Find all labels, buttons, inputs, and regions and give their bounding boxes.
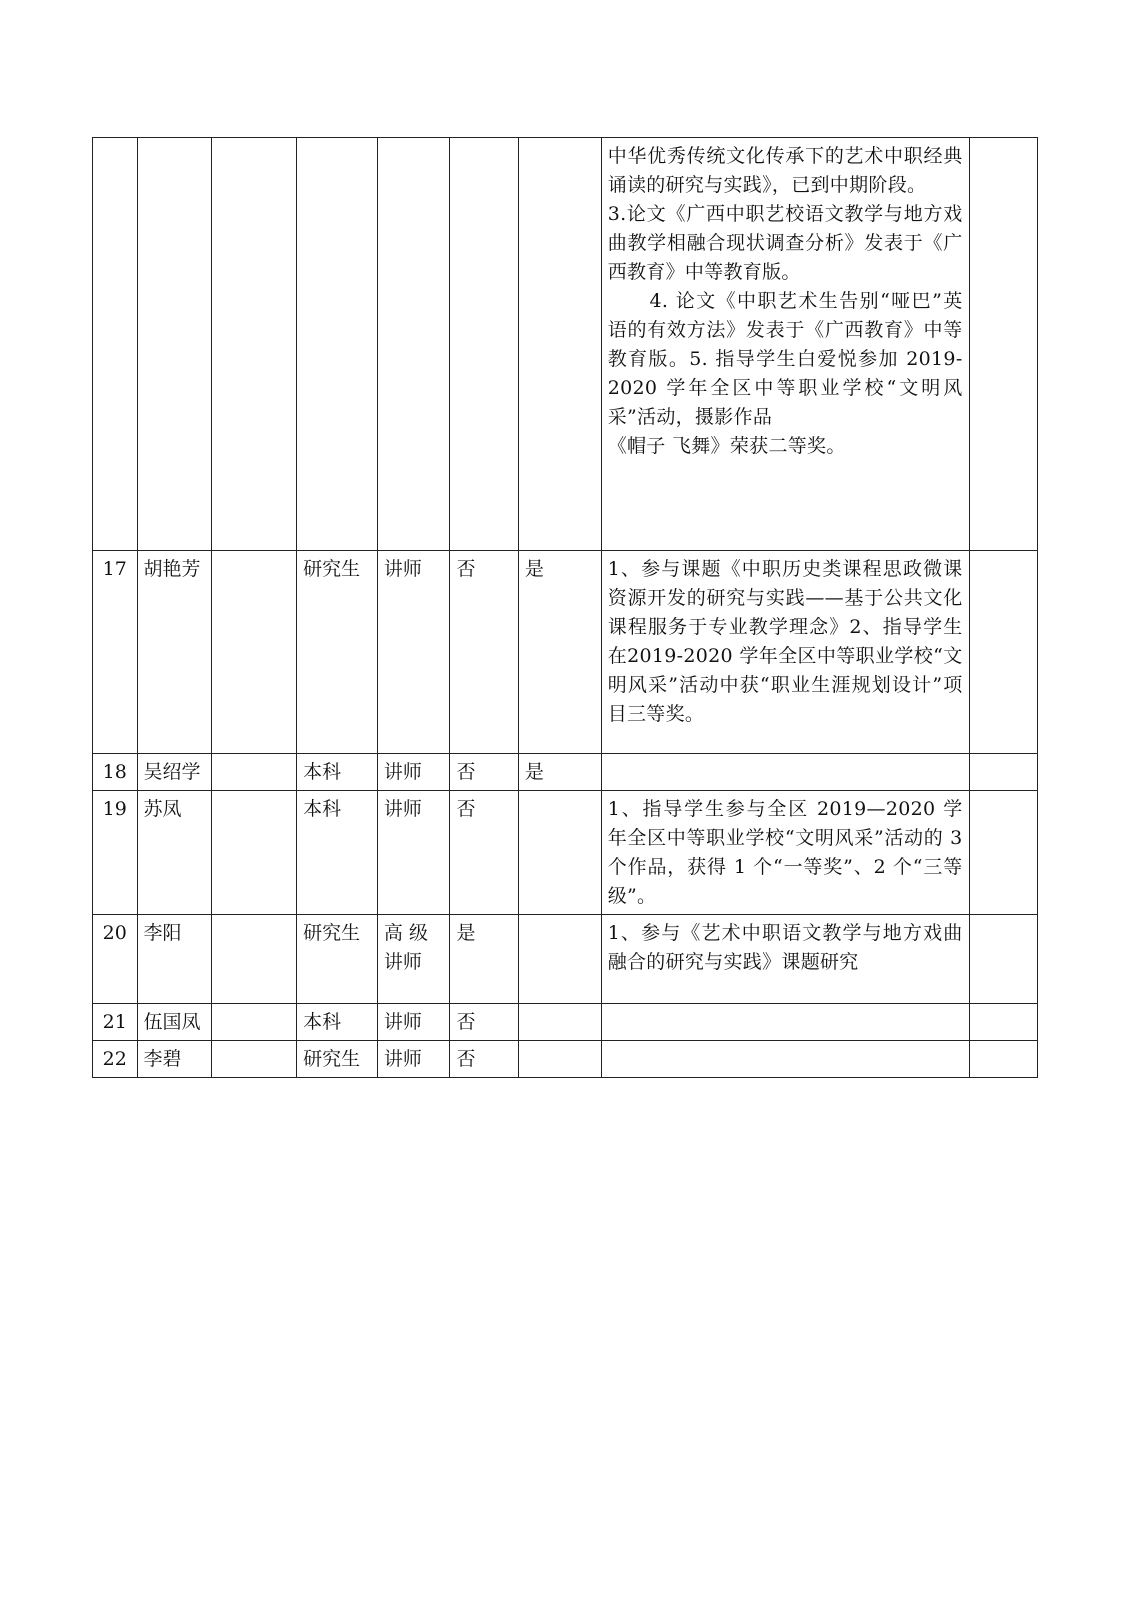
table-row — [93, 1004, 1038, 1041]
cell-no: 22 — [93, 1041, 138, 1078]
cell-col9 — [969, 1041, 1037, 1078]
cell-achievement — [601, 1004, 969, 1041]
cell-col9 — [969, 138, 1037, 551]
cell-col3 — [212, 1004, 297, 1041]
staff-table — [92, 137, 1038, 1078]
cell-col3 — [212, 1041, 297, 1078]
cell-title: 高 级讲师 — [377, 915, 450, 1004]
table-row — [93, 551, 1038, 754]
cell-name: 吴绍学 — [137, 754, 212, 791]
cell-col3 — [212, 754, 297, 791]
cell-col6: 是 — [450, 915, 518, 1004]
cell-col7 — [518, 138, 601, 551]
cell-col6: 否 — [450, 1041, 518, 1078]
cell-title: 讲师 — [377, 1041, 450, 1078]
cell-title: 讲师 — [377, 1004, 450, 1041]
cell-col6: 否 — [450, 551, 518, 754]
cell-col6 — [450, 138, 518, 551]
cell-col6: 否 — [450, 754, 518, 791]
cell-degree: 研究生 — [297, 1041, 378, 1078]
cell-col9 — [969, 915, 1037, 1004]
cell-degree: 研究生 — [297, 915, 378, 1004]
cell-title: 讲师 — [377, 551, 450, 754]
cell-no: 21 — [93, 1004, 138, 1041]
cell-degree: 本科 — [297, 1004, 378, 1041]
cell-col9 — [969, 551, 1037, 754]
cell-name: 伍国凤 — [137, 1004, 212, 1041]
cell-degree: 研究生 — [297, 551, 378, 754]
cell-col7 — [518, 1004, 601, 1041]
cell-title: 讲师 — [377, 754, 450, 791]
cell-degree: 本科 — [297, 791, 378, 915]
cell-col7: 是 — [518, 754, 601, 791]
cell-degree: 本科 — [297, 754, 378, 791]
cell-col7 — [518, 915, 601, 1004]
cell-no: 20 — [93, 915, 138, 1004]
achievement-paragraph: 3.论文《广西中职艺校语文教学与地方戏曲教学相融合现状调查分析》发表于《广西教育》中等教育版。 — [607, 203, 963, 283]
cell-achievement — [601, 754, 969, 791]
cell-name: 胡艳芳 — [137, 551, 212, 754]
cell-achievement — [601, 138, 969, 551]
cell-col9 — [969, 754, 1037, 791]
cell-col6: 否 — [450, 1004, 518, 1041]
cell-no: 17 — [93, 551, 138, 754]
cell-achievement: 1、参与《艺术中职语文教学与地方戏曲融合的研究与实践》课题研究 — [601, 915, 969, 1004]
cell-col3 — [212, 791, 297, 915]
table-row — [93, 915, 1038, 1004]
cell-col3 — [212, 138, 297, 551]
cell-col3 — [212, 551, 297, 754]
cell-col3 — [212, 915, 297, 1004]
cell-title: 讲师 — [377, 791, 450, 915]
achievement-paragraph: 4. 论文《中职艺术生告别“哑巴”英语的有效方法》发表于《广西教育》中等教育版。5. 指导学生白爱悦参加 2019-2020 学年全区中等职业学校“文明风采”活动，摄影作品 — [607, 290, 963, 428]
cell-col9 — [969, 791, 1037, 915]
cell-col7 — [518, 791, 601, 915]
achievement-paragraph: 《帽子 飞舞》荣获二等奖。 — [607, 435, 846, 457]
cell-no — [93, 138, 138, 551]
cell-col7 — [518, 1041, 601, 1078]
cell-achievement: 1、指导学生参与全区 2019—2020 学年全区中等职业学校“文明风采”活动的 3 个作品，获得 1 个“一等奖”、2 个“三等级”。 — [601, 791, 969, 915]
cell-name: 李碧 — [137, 1041, 212, 1078]
achievement-paragraph: 中华优秀传统文化传承下的艺术中职经典诵读的研究与实践》，已到中期阶段。 — [607, 145, 963, 196]
cell-no: 19 — [93, 791, 138, 915]
cell-degree — [297, 138, 378, 551]
table-row — [93, 754, 1038, 791]
cell-name — [137, 138, 212, 551]
cell-col6: 否 — [450, 791, 518, 915]
cell-col9 — [969, 1004, 1037, 1041]
table-row — [93, 1041, 1038, 1078]
cell-title — [377, 138, 450, 551]
cell-name: 苏凤 — [137, 791, 212, 915]
table-row-continuation — [93, 138, 1038, 551]
table-row — [93, 791, 1038, 915]
cell-achievement — [601, 1041, 969, 1078]
cell-achievement: 1、参与课题《中职历史类课程思政微课资源开发的研究与实践——基于公共文化课程服务于专业教学理念》2、指导学生在2019-2020 学年全区中等职业学校“文明风采”活动中获“职业生涯规划设计”项目三等奖。 — [601, 551, 969, 754]
cell-col7: 是 — [518, 551, 601, 754]
cell-name: 李阳 — [137, 915, 212, 1004]
cell-no: 18 — [93, 754, 138, 791]
